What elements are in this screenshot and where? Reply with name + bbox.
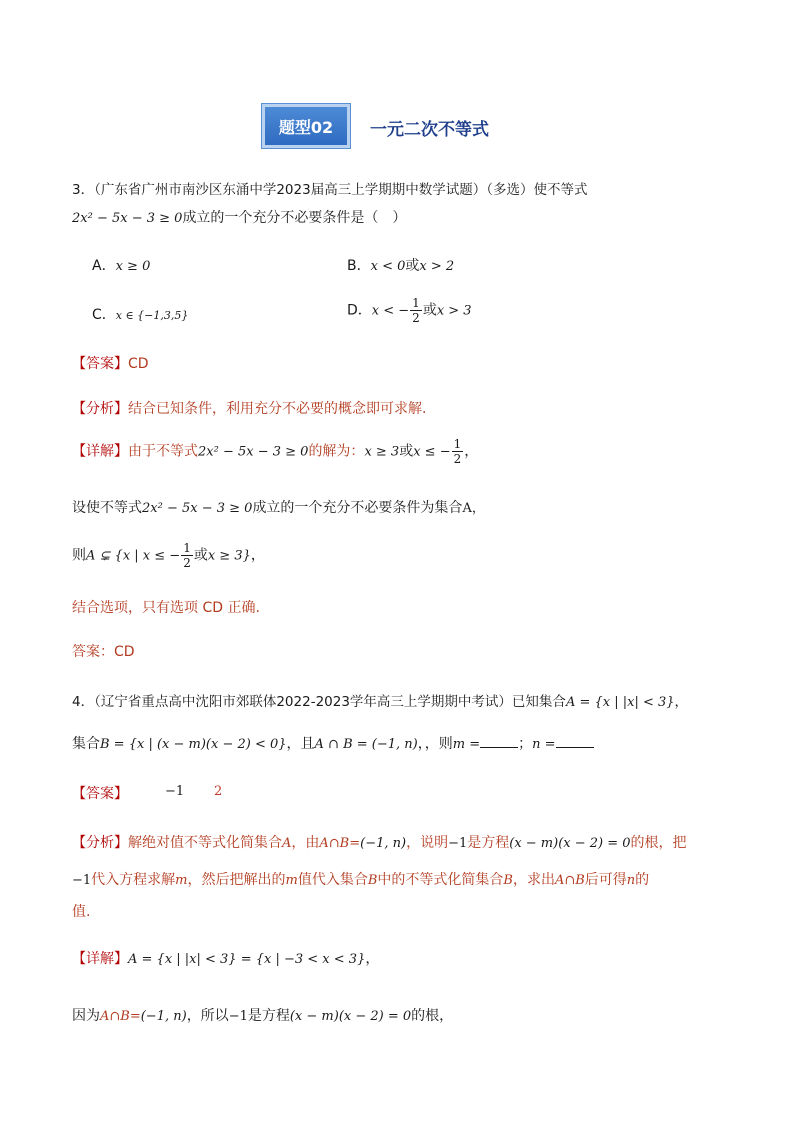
q3-then-end: x ≥ 3} (207, 548, 251, 564)
q4-detail-comma: ， (365, 951, 380, 967)
q4-because-text4: 的根， (411, 1008, 454, 1024)
q4-stem-comma: ， (674, 694, 689, 710)
q4-an1-equation: (x − m)(x − 2) = 0 (509, 836, 631, 851)
q3-detail-solution1: x ≥ 3 (364, 444, 400, 460)
q3-set-line (72, 497, 485, 517)
q3-detail-text1: 由于不等式 (128, 443, 198, 460)
q3-option-b-or: 或 (405, 258, 420, 274)
q3-then-fraction (181, 541, 193, 570)
q3-then-line (72, 541, 265, 570)
q3-option-d (347, 296, 472, 325)
q4-detail-equation: A = {x | |x| < 3} = {x | −3 < x < 3} (128, 952, 366, 967)
q4-analysis-line1 (72, 832, 687, 852)
q4-analysis-tag: 【分析】 (72, 835, 128, 851)
q4-n-label: n = (532, 737, 556, 752)
q3-answer (72, 353, 149, 373)
q4-semicolon: ； (518, 736, 533, 752)
q4-an2-set-b2: B (503, 873, 513, 888)
q4-set-b: B = {x | (x − m)(x − 2) < 0} (100, 737, 287, 752)
q3-option-b-text1: x < 0 (370, 259, 406, 274)
q4-answer-m: −1 (165, 784, 185, 799)
q4-set-a: A = {x | |x| < 3} (565, 695, 675, 710)
q3-stem-rest: 成立的一个充分不必要条件是（ ） (182, 210, 407, 226)
q4-an1-text3: ，说明 (406, 835, 449, 851)
q3-answer-tag: 【答案】 (72, 356, 128, 372)
q4-an1-interval: (−1, n) (360, 836, 407, 851)
q4-intersection: A ∩ B = (−1, n) (314, 737, 418, 752)
q4-an2-text5: ，求出 (512, 872, 555, 888)
q3-option-c-text: x ∈ {−1,3,5} (115, 309, 189, 322)
q4-m-blank[interactable] (480, 735, 518, 748)
q4-because-neg1: −1 (228, 1009, 248, 1024)
q3-option-a-text: x ≥ 0 (115, 259, 151, 274)
q4-answer (72, 783, 128, 803)
q4-because-text1: 因为 (72, 1008, 100, 1024)
q4-detail-tag: 【详解】 (72, 951, 128, 967)
topic-title: 一元二次不等式 (370, 120, 489, 140)
q3-then-comma: ， (250, 547, 265, 564)
q4-n-blank[interactable] (556, 735, 594, 748)
q3-then-numerator: 1 (183, 541, 191, 555)
q4-because-interval: (−1, n) (140, 1009, 187, 1024)
q3-option-c-label: C． (92, 307, 116, 323)
q3-stem-line2 (72, 207, 406, 227)
q3-option-b-label: B． (347, 258, 371, 274)
q4-detail (72, 948, 379, 968)
q4-m-label: m = (452, 737, 481, 752)
q3-option-a (92, 255, 150, 275)
q4-stem2-text2: ，且 (286, 736, 315, 752)
q3-option-b-text2: x > 2 (419, 259, 455, 274)
q3-answer-value: CD (128, 356, 149, 372)
q4-an2-text6: 后可得 (584, 872, 627, 888)
q3-detail-fraction (452, 437, 464, 466)
q3-detail-text2: 的解为： (308, 443, 365, 460)
q4-an2-text7: 的 (635, 872, 650, 888)
q4-because-text3: 是方程 (247, 1008, 290, 1024)
q3-option-d-text2: x > 3 (436, 303, 472, 319)
q3-final-answer: 答案：CD (72, 644, 135, 660)
q4-because-line (72, 1005, 453, 1025)
q4-an2-set-b: B (367, 873, 378, 888)
q4-an2-neg1: −1 (72, 873, 92, 888)
q4-an1-text2: ，由 (291, 835, 320, 851)
q4-an2-m: m (175, 873, 188, 888)
q4-because-text2: ，所以 (186, 1008, 229, 1024)
q4-answer-tag: 【答案】 (72, 786, 128, 802)
q3-inequality: 2x² − 5x − 3 ≥ 0 (72, 211, 183, 226)
q3-option-d-text1: x < − (371, 303, 410, 319)
q4-stem2-text1: 集合 (72, 736, 100, 752)
q3-set-inequality: 2x² − 5x − 3 ≥ 0 (142, 501, 253, 516)
q4-an1-text5: 的根，把 (630, 835, 687, 851)
q4-an1-intersection: A∩B= (319, 836, 361, 851)
q4-answer-n: 2 (214, 784, 223, 799)
q4-an2-text1: 代入方程求解 (91, 872, 176, 888)
q3-set-text1: 设使不等式 (72, 500, 142, 516)
q4-an1-set-a: A (282, 836, 292, 851)
q3-then-text: 则 (72, 547, 86, 564)
q3-option-d-denominator: 2 (412, 311, 420, 325)
q3-analysis-text: 结合已知条件，利用充分不必要的概念即可求解. (128, 401, 427, 417)
q4-an2-text4: 中的不等式化简集合 (377, 872, 504, 888)
q3-analysis-tag: 【分析】 (72, 401, 128, 417)
q3-stem-line1: 3．（广东省广州市南沙区东涌中学2023届高三上学期期中数学试题）（多选）使不等式 (72, 182, 588, 198)
topic-badge: 题型02 (262, 104, 350, 148)
q3-detail-comma: ， (464, 443, 479, 460)
q3-detail-tag: 【详解】 (72, 443, 128, 460)
q4-analysis-line2 (72, 869, 649, 889)
q3-option-d-label: D． (347, 302, 372, 319)
q4-an2-text3: 值代入集合 (297, 872, 368, 888)
q3-detail-denominator: 2 (453, 452, 462, 466)
q4-stem2-text3: ，，则 (417, 736, 453, 752)
q4-an2-n: n (626, 873, 636, 888)
q3-detail-numerator: 1 (453, 437, 462, 451)
q4-because-intersection: A∩B= (100, 1009, 141, 1024)
q4-stem-line1 (72, 690, 688, 710)
q4-stem-line2 (72, 733, 594, 753)
q3-option-d-or: 或 (422, 302, 437, 319)
q3-then-set: A ⊊ {x | x ≤ − (86, 548, 181, 564)
q4-an1-neg1: −1 (448, 836, 468, 851)
q4-stem-text: 4．（辽宁省重点高中沈阳市郊联体2022-2023学年高三上学期期中考试）已知集合 (72, 694, 566, 710)
q3-option-b (347, 255, 454, 275)
q3-detail-inequality: 2x² − 5x − 3 ≥ 0 (198, 444, 309, 460)
q3-option-d-fraction (410, 296, 422, 325)
q3-set-symbol: A， (462, 501, 485, 516)
q3-detail-or: 或 (399, 443, 414, 460)
q4-an1-text1: 解绝对值不等式化简集合 (128, 835, 282, 851)
q3-option-c (92, 304, 188, 324)
q4-an2-m2: m (285, 873, 298, 888)
q3-detail (72, 437, 478, 466)
q3-option-a-label: A． (92, 258, 116, 274)
q3-then-denominator: 2 (183, 556, 191, 570)
q4-an2-intersection: A∩B (554, 873, 585, 888)
q4-an1-text4: 是方程 (467, 835, 510, 851)
q4-because-equation: (x − m)(x − 2) = 0 (289, 1009, 412, 1024)
q4-analysis-line3: 值. (72, 904, 91, 920)
q3-analysis (72, 398, 426, 418)
q3-detail-solution2: x ≤ − (413, 444, 451, 460)
q4-an2-text2: ，然后把解出的 (187, 872, 286, 888)
q3-option-d-numerator: 1 (412, 296, 420, 310)
q3-set-text2: 成立的一个充分不必要条件为集合 (252, 500, 463, 516)
q3-then-or: 或 (193, 547, 208, 564)
q3-conclusion: 结合选项，只有选项 CD 正确. (72, 600, 260, 616)
